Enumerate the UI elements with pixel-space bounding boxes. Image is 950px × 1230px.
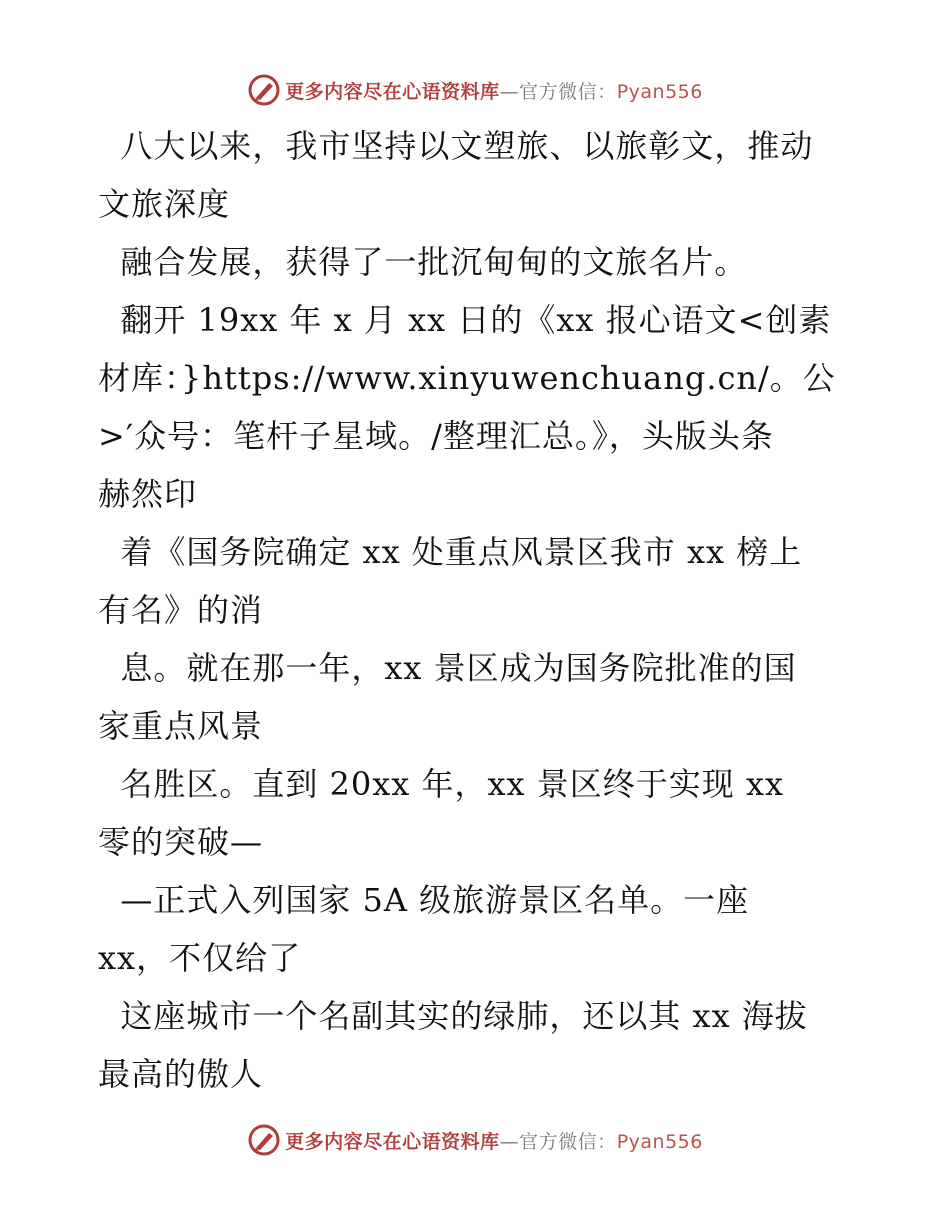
text-line: >′众号：笔杆子星域。/整理汇总。》，头版头条 xyxy=(98,417,774,455)
text-line: 着《国务院确定 xx 处重点风景区我市 xx 榜上 xyxy=(98,533,803,571)
text-line: 最高的傲人 xyxy=(98,1055,264,1093)
text-line: 息。就在那一年，xx 景区成为国务院批准的国 xyxy=(98,649,797,687)
text-line: 家重点风景 xyxy=(98,707,264,745)
watermark-sub: —官方微信： xyxy=(499,1130,617,1153)
text-line: 名胜区。直到 20xx 年，xx 景区终于实现 xx xyxy=(98,765,785,803)
header-watermark xyxy=(0,70,950,110)
watermark-main: 更多内容尽在心语资料库 xyxy=(285,80,500,103)
text-line: 零的突破— xyxy=(98,823,264,861)
pen-logo-icon xyxy=(247,1123,281,1157)
text-line: xx，不仅给了 xyxy=(98,939,302,977)
text-line: 这座城市一个名副其实的绿肺，还以其 xx 海拔 xyxy=(98,997,808,1035)
watermark-sub: —官方微信： xyxy=(499,80,617,103)
text-line: 赫然印 xyxy=(98,475,198,513)
text-line: 有名》的消 xyxy=(98,591,264,629)
watermark-text xyxy=(285,77,703,104)
text-line: 翻开 19xx 年 x 月 xx 日的《xx 报心语文<创素 xyxy=(98,301,832,339)
watermark-id: Pyan556 xyxy=(616,80,703,103)
footer-watermark xyxy=(0,1120,950,1160)
pen-logo-icon xyxy=(247,73,281,107)
watermark-id: Pyan556 xyxy=(616,1130,703,1153)
text-line: 材库：}https://www.xinyuwenchuang.cn/。公 xyxy=(98,359,836,397)
watermark-main: 更多内容尽在心语资料库 xyxy=(285,1130,500,1153)
document-body xyxy=(98,117,858,1103)
text-line: 八大以来，我市坚持以文塑旅、以旅彰文，推动 xyxy=(98,127,814,165)
text-line: 融合发展，获得了一批沉甸甸的文旅名片。 xyxy=(98,243,748,281)
watermark-text xyxy=(285,1127,703,1154)
text-line: 文旅深度 xyxy=(98,185,231,223)
text-line: —正式入列国家 5A 级旅游景区名单。一座 xyxy=(98,881,750,919)
